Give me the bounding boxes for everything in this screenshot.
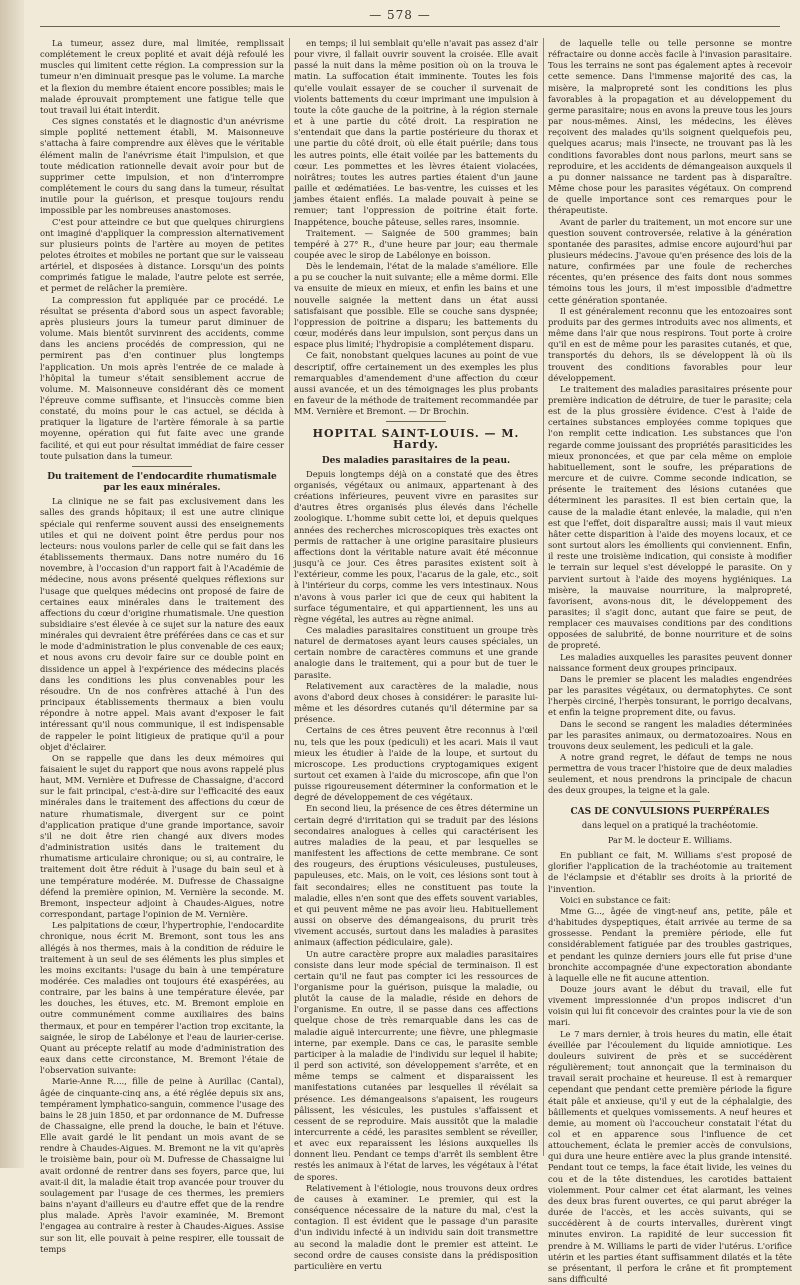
paragraph: Certains de ces êtres peuvent être reconnus à l'œil nu, tels que les poux (pediculi) et les acari. Mais il vaut mieux les étudier à l'aide de la loupe, et surtout du microscope. Les productions cryptogamiques exigent surtout cet examen à l'aide du microscope, afin que l'on puisse rigoureusement déterminer la conformation et le degré de développement de ces végétaux. (294, 725, 538, 803)
column-divider (289, 38, 290, 1156)
paragraph: Traitement. — Saignée de 500 grammes; bain tempéré à 27° R., d'une heure par jour; eau thermale coupée avec le sirop de Labélonye en boisson. (294, 227, 538, 260)
paragraph: Les palpitations de cœur, l'hypertrophie, l'endocardite chronique, nous écrit M. Bremont, sont tous les ans allégés à nos thermes, mais à la condition de réduire le traitement à un seul de ses éléments les plus simples et les moins excitants: l'usage du bain à une température modérée. Ces maladies ont toujours été exaspérées, au contraire, par les bains à une température élevée, par les douches, les étuves, etc. M. Bremont emploie en outre communément comme auxiliaires des bains thermaux, et pour en tempérer l'action trop excitante, la saignée, le sirop de Labélonye et l'eau de laurier-cerise. Quant au précepte relatif au mode d'administration des eaux dans cette circonstance, M. Bremont l'étaie de l'observation suivante: (40, 920, 284, 1076)
paragraph: C'est pour atteindre ce but que quelques chirurgiens ont imaginé d'appliquer la compression alternativement sur plusieurs points de l'artère au moyen de petites pelotes étroites et mobiles ne portant que sur le vaisseau artériel, et disposées à distance. Lorsqu'un des points comprimés fatigue le malade, l'autre pelote est serrée, et permet de relâcher la première. (40, 216, 284, 294)
article-subheading: Par M. le docteur E. Williams. (607, 834, 733, 845)
paragraph: Depuis longtemps déjà on a constaté que des êtres organisés, végétaux ou animaux, appartenant à des créations inférieures, peuvent vivre en parasites sur d'autres êtres organisés plus élevés dans l'échelle zoologique. L'homme subit cette loi, et depuis quelques années des recherches microscopiques très exactes ont permis de rattacher à une origine parasitaire plusieurs affections dont la véritable nature avait été méconnue jusqu'à ce jour. Ces êtres parasites existent soit à l'extérieur, comme les poux, l'acarus de la gale, etc., soit à l'intérieur du corps, comme les vers intestinaux. Nous n'avons à vous parler ici que de ceux qui habitent la surface tégumentaire, et qui appartiennent, les uns au règne végétal, les autres au règne animal. (294, 468, 538, 624)
paragraph: Avant de parler du traitement, un mot encore sur une question souvent controversée, relative à la génération spontanée des parasites, admise encore aujourd'hui par plusieurs médecins. J'avoue qu'en présence des lois de la nature, confirmées par une foule de recherches récentes, qu'en présence des faits dont nous sommes témoins tous les jours, il m'est impossible d'admettre cette génération spontanée. (548, 216, 792, 305)
paragraph: Dans le premier se placent les maladies engendrées par les parasites végétaux, ou dermatophytes. Ce sont l'herpès circiné, l'herpès tonsurant, le porrigo decalvans, et enfin la teigne proprement dite, ou favus. (548, 673, 792, 718)
paragraph: de laquelle telle ou telle personne se montre réfractaire ou donne accès facile à l'invasion parasitaire. Tous les terrains ne sont pas également aptes à recevoir cette semence. Dans l'immense majorité des cas, la misère, la malpropreté sont les conditions les plus favorables à la propagation et au développement du germe parasitaire; nous en avons la preuve tous les jours par nous-mêmes. Ainsi, les médecins, les élèves reçoivent des malades qu'ils soignent quelquefois peu, quelques acarus; mais l'insecte, ne trouvant pas là les conditions favorables dont nous parlons, meurt sans se reproduire, et les accidents de démangeaison auxquels il a pu donner naissance ne tardent pas à disparaître. Même chose pour les parasites végétaux. On comprend de quelle importance sont ces remarques pour le thérapeutiste. (548, 38, 792, 216)
paragraph: Le 7 mars dernier, à trois heures du matin, elle était éveillée par l'écoulement du liquide amniotique. Les douleurs suivirent de près et se succédèrent régulièrement; tout annonçait que la terminaison du travail serait prochaine et heureuse. Il est à remarquer cependant que pendant cette première période la figure était pâle et anxieuse, qu'il y eut de la céphalalgie, des bâillements et quelques vomissements. A neuf heures et demie, au moment où l'accoucheur constatait l'état du col et en apparence sous l'influence de cet attouchement, éclata le premier accès de convulsions, qui dura une heure entière avec la plus grande intensité. Pendant tout ce temps, la face était livide, les veines du cou et de la tête distendues, les carotides battaient violemment. Pour calmer cet état alarmant, les veines des deux bras furent ouvertes, ce qui parut abréger la durée de l'accès, et les accès suivants, qui se succédèrent à de courts intervalles, durèrent vingt minutes environ. La rapidité de leur succession fit prendre à M. Williams le parti de vider l'utérus. L'orifice utérin et les parties étant suffisamment dilatés et la tête se présentant, il perfora le crâne et fit promptement sans difficulté (548, 1028, 792, 1285)
paragraph: Les maladies auxquelles les parasites peuvent donner naissance forment deux groupes principaux. (548, 651, 792, 673)
paragraph: Dans le second se rangent les maladies déterminées par les parasites animaux, ou dermatozoaires. Nous en trouvons deux seulement, les pediculi et la gale. (548, 718, 792, 751)
paragraph: Il est généralement reconnu que les entozoaires sont produits par des germes introduits avec nos aliments, et même dans l'air que nous respirons. Tout porte à croire qu'il en est de même pour les parasites cutanés, et que, transportés du dehors, ils se développent là où ils trouvent des conditions favorables pour leur développement. (548, 305, 792, 383)
paragraph: Ces maladies parasitaires constituent un groupe très naturel de dermatoses ayant leurs causes spéciales, un certain nombre de caractères communs et une grande analogie dans le traitement, qui a pour but de tuer le parasite. (294, 624, 538, 680)
paragraph: Relativement à l'étiologie, nous trouvons deux ordres de causes à examiner. Le premier, qui est la conséquence nécessaire de la nature du mal, c'est la contagion. Il est évident que le passage d'un parasite d'un individu infecté à un individu sain doit transmettre au second la maladie dont le premier est atteint. Le second ordre de causes consiste dans la prédisposition particulière en vertu (294, 1182, 538, 1271)
column-1 (40, 38, 284, 1254)
section-separator (132, 466, 192, 467)
page-number: — 578 — (369, 8, 431, 22)
paragraph: Marie-Anne R...., fille de peine à Aurillac (Cantal), âgée de cinquante-cinq ans, a été réglée depuis six ans, tempérament lymphatico-sanguin, commence l'usage des bains le 28 juin 1850, et par ordonnance de M. Dufresse de Chassaigne, elle prend la douche, le bain et l'étuve. Elle avait gardé le lit pendant un mois avant de se rendre à Chaudes-Aigues. M. Bremont ne la vit qu'après le troisième bain, pour où M. Dufresse de Chassaigne lui avait ordonné de rentrer dans ses foyers, parce que, lui avait-il dit, la maladie était trop avancée pour trouver du soulagement par l'usage de ces thermes, les premiers bains n'ayant d'ailleurs eu d'autre effet que de la rendre plus malade. Après l'avoir examinée, M. Bremont l'engagea au contraire à rester à Chaudes-Aigues. Assise sur son lit, elle pouvait à peine respirer, elle toussait de temps (40, 1076, 284, 1254)
column-3 (548, 38, 792, 1285)
paragraph: A notre grand regret, le défaut de temps ne nous permettra de vous tracer l'histoire que de deux maladies seulement, et nous prendrons la principale de chacun des deux groupes, la teigne et la gale. (548, 752, 792, 796)
paragraph: On se rappelle que dans les deux mémoires qui faisaient le sujet du rapport que nous avons rappelé plus haut, MM. Vernière et Dufresse de Chassaigne, d'accord sur le fait principal, c'est-à-dire sur l'efficacité des eaux minérales dans le traitement des affections du cœur de nature rhumatismale, divergent sur ce point d'application pratique d'une grande importance, savoir s'il ne doit être rien changé aux divers modes d'administration usités dans le traitement du rhumatisme articulaire chronique; ou si, au contraire, le traitement doit être réduit à l'usage du bain seul et à une température modérée. M. Dufresse de Chassaigne défend la première opinion, M. Vernière la seconde. M. Bremont, inspecteur adjoint à Chaudes-Aigues, notre correspondant, partage l'opinion de M. Vernière. (40, 752, 284, 920)
paragraph: Voici en substance ce fait: (560, 894, 671, 905)
article-heading: Des maladies parasitaires de la peau. (321, 455, 511, 466)
paragraph: Ces signes constatés et le diagnostic d'un anévrisme simple poplité nettement établi, M. Maisonneuve s'attacha à faire comprendre aux élèves que le véritable élément malin de l'anévrisme était l'impulsion, et que toute médication rationnelle devait avoir pour but de supprimer cette impulsion, et non d'interrompre complétement le cours du sang dans la tumeur, résultat inutile pour la guérison, et presque toujours rendu impossible par les nombreuses anastomoses. (40, 116, 284, 216)
paragraph: Un autre caractère propre aux maladies parasitaires consiste dans leur mode spécial de terminaison. Il est certain qu'il ne faut pas compter ici les ressources de l'organisme pour la guérison, puisque la maladie, ou plutôt la cause de la maladie, réside en dehors de l'organisme. En outre, il se passe dans ces affections quelque chose de très remarquable dans les cas de maladie aiguë intercurrente; une fièvre, une phlegmasie interne, par exemple. Dans ce cas, le parasite semble participer à la maladie de l'individu sur lequel il habite; il perd son activité, son développement s'arrête, et en même temps se calment et disparaissent les manifestations cutanées par lesquelles il révélait sa présence. Les démangeaisons s'apaisent, les rougeurs pâlissent, les vésicules, les pustules s'affaissent et cessent de se reproduire. Mais aussitôt que la maladie intercurrente a cédé, les parasites semblent se réveiller, et avec eux reparaissent les lésions auxquelles ils donnent lieu. Pendant ce temps d'arrêt ils semblent être restés les animaux à l'état de larves, les végétaux à l'état de spores. (294, 948, 538, 1182)
section-separator (386, 421, 446, 422)
paragraph: en temps; il lui semblait qu'elle n'avait pas assez d'air pour vivre, il fallait ouvrir souvent la croisée. Elle avait passé la nuit dans la même position où on la trouva le matin. La suffocation était imminente. Toutes les fois qu'elle voulait essayer de se coucher il survenait de violents battements du cœur imprimant une impulsion à toute la côte gauche de la poitrine, à la région sternale et à une partie du côté droit. La respiration ne s'entendait que dans la partie postérieure du thorax et une partie du côté droit, où elle était puérile; dans tous les autres points, elle était voilée par les battements du cœur. Les pommettes et les lèvres étaient violacées, noirâtres; toutes les autres parties étaient d'un jaune paille et œdématiées. Le bas-ventre, les cuisses et les jambes étaient enflés. La malade pouvait à peine se remuer; tant l'oppression de poitrine était forte. Inappétence, bouche pâteuse, selles rares, insomnie. (294, 38, 538, 227)
section-separator (640, 801, 700, 802)
paragraph: En second lieu, la présence de ces êtres détermine un certain degré d'irritation qui se traduit par des lésions secondaires analogues à celles qui caractérisent les autres maladies de la peau, et par lesquelles se manifestent les affections de cette membrane. Ce sont des rougeurs, des éruptions vésiculeuses, pustuleuses, papuleuses, etc. Mais, on le voit, ces lésions sont tout à fait secondaires; elles ne constituent pas toute la maladie, elles n'en sont que des effets souvent variables, et qui peuvent même ne pas avoir lieu. Habituellement aussi on observe des démangeaisons, du prurit très vivement accusés, surtout dans les maladies à parasites animaux (affection pédiculaire, gale). (294, 803, 538, 948)
page-header (0, 8, 800, 32)
header-rule (40, 26, 780, 27)
paragraph: Le traitement des maladies parasitaires présente pour première indication de détruire, de tuer le parasite; cela est de la plus grossière évidence. C'est à l'aide de certaines substances employées comme topiques que l'on remplit cette indication. Les substances que l'on regarde comme jouissant des propriétés parasiticides les mieux prononcées, et que par cela même on emploie habituellement, sont le soufre, les préparations de mercure et de cuivre. Comme seconde indication, se présente le traitement des lésions cutanées que déterminent les parasites. Il est bien certain que, la cause de la maladie étant enlevée, la maladie, qui n'en est que l'effet, doit disparaître aussi; mais il vaut mieux hâter cette disparition à l'aide des moyens locaux, et ce sont surtout alors les émollients qui conviennent. Enfin, il reste une troisième indication, qui consiste à modifier le terrain sur lequel s'est développé le parasite. On y parvient surtout à l'aide des moyens hygiéniques. La misère, la mauvaise nourriture, la malpropreté, favorisent, avons-nous dit, le développement des parasites; il s'agit donc, autant que faire se peut, de remplacer ces mauvaises conditions par des conditions opposées de salubrité, de bonne nourriture et de soins de propreté. (548, 383, 792, 651)
article-heading: Du traitement de l'endocardite rhumatismale par les eaux minérales. (47, 471, 277, 494)
paragraph: La tumeur, assez dure, mal limitée, remplissait complétement le creux poplité et avait déjà refoulé les muscles qui limitent cette région. La compression sur la tumeur n'en diminuait presque pas le volume. La marche et la flexion du membre étaient encore possibles; mais le malade éprouvait promptement une fatigue telle que tout travail lui était interdit. (40, 38, 284, 115)
column-divider (543, 38, 544, 1156)
paragraph: En publiant ce fait, M. Williams s'est proposé de glorifier l'application de la trachéotomie au traitement de l'éclampsie et d'établir ses droits à la priorité de l'invention. (548, 850, 792, 894)
paragraph: Douze jours avant le début du travail, elle fut vivement impressionnée d'un propos indiscret d'un voisin qui lui fit concevoir des craintes pour la vie de son mari. (548, 983, 792, 1028)
paragraph: La compression fut appliquée par ce procédé. Le résultat se présenta d'abord sous un aspect favorable; après plusieurs jours la tumeur parut diminuer de volume. Mais bientôt survinrent des accidents, comme dans les anciens procédés de compression, qui ne permirent pas d'en continuer plus longtemps l'application. Un mois après l'entrée de ce malade à l'hôpital la tumeur s'était sensiblement accrue de volume. M. Maisonneuve considérant dès ce moment l'épreuve comme suffisante, et l'insuccès comme bien constaté, du moins pour le cas actuel, se décida à pratiquer la ligature de l'artère fémorale à sa partie moyenne, opération qui fut faite avec une grande facilité, et qui eut pour résultat immédiat de faire cesser toute pulsation dans la tumeur. (40, 294, 284, 461)
paragraph: Dès le lendemain, l'état de la malade s'améliore. Elle a pu se coucher la nuit suivante; elle a même dormi. Elle va ensuite de mieux en mieux, et enfin les bains et une nouvelle saignée la mettent dans un état aussi satisfaisant que possible. Elle se couche sans dyspnée; l'oppression de poitrine a disparu; les battements du cœur, modérés dans leur impulsion, sont perçus dans un espace plus limité; l'hydropisie a complétement disparu. (294, 261, 538, 350)
binding-shadow (0, 0, 24, 1168)
section-title: HOPITAL SAINT-LOUIS. — M. Hardy. (312, 427, 520, 452)
paragraph: La clinique ne se fait pas exclusivement dans les salles des grands hôpitaux; il est une autre clinique spéciale qui renferme souvent aussi des enseignements utiles et qui ne doivent point être perdus pour nos lecteurs: nous voulons parler de celle qui se fait dans les établissements thermaux. Dans notre numéro du 16 novembre, à l'occasion d'un rapport fait à l'Académie de médecine, nous avons présenté quelques réflexions sur l'usage que quelques médecins ont proposé de faire de certaines eaux minérales dans le traitement des affections du cœur d'origine rhumatismale. Une question subsidiaire s'est élevée à ce sujet sur la nature des eaux minérales qui devraient être préférées dans ce cas et sur le mode d'administration le plus convenable de ces eaux; et nous avons cru devoir faire sur ce double point en dissidence un appel à l'expérience des médecins placés dans les conditions les plus convenables pour les résoudre. Un de nos confrères attaché à l'un des principaux établissements thermaux a bien voulu répondre à notre appel. Mais avant d'exposer le fait intéressant qu'il nous communique, il est indispensable de rappeler le point litigieux de pratique qu'il a pour objet d'éclairer. (40, 496, 284, 752)
article-subheading: dans lequel on a pratiqué la trachéotomie. (581, 819, 759, 830)
article-heading: CAS DE CONVULSIONS PUERPÉRALES (570, 806, 770, 817)
paragraph: Relativement aux caractères de la maladie, nous avons d'abord deux choses à considérer: le parasite lui-même et les désordres cutanés qu'il détermine par sa présence. (294, 680, 538, 725)
paragraph: Mme G..., âgée de vingt-neuf ans, petite, pâle et d'habitudes dyspeptiques, était arrivée au terme de sa grossesse. Pendant la première période, elle fut considérablement fatiguée par des troubles gastriques, et pendant les quinze derniers jours elle fut prise d'une bronchite accompagnée d'une expectoration abondante à laquelle elle ne fit aucune attention. (548, 905, 792, 983)
column-2 (294, 38, 538, 1271)
paragraph: Ce fait, nonobstant quelques lacunes au point de vue descriptif, offre certainement un des exemples les plus remarquables d'amendement d'une affection du cœur aussi avancée, et un des témoignages les plus probants en faveur de la méthode de traitement recommandée par MM. Vernière et Bremont. — Dr Brochin. (294, 350, 538, 417)
